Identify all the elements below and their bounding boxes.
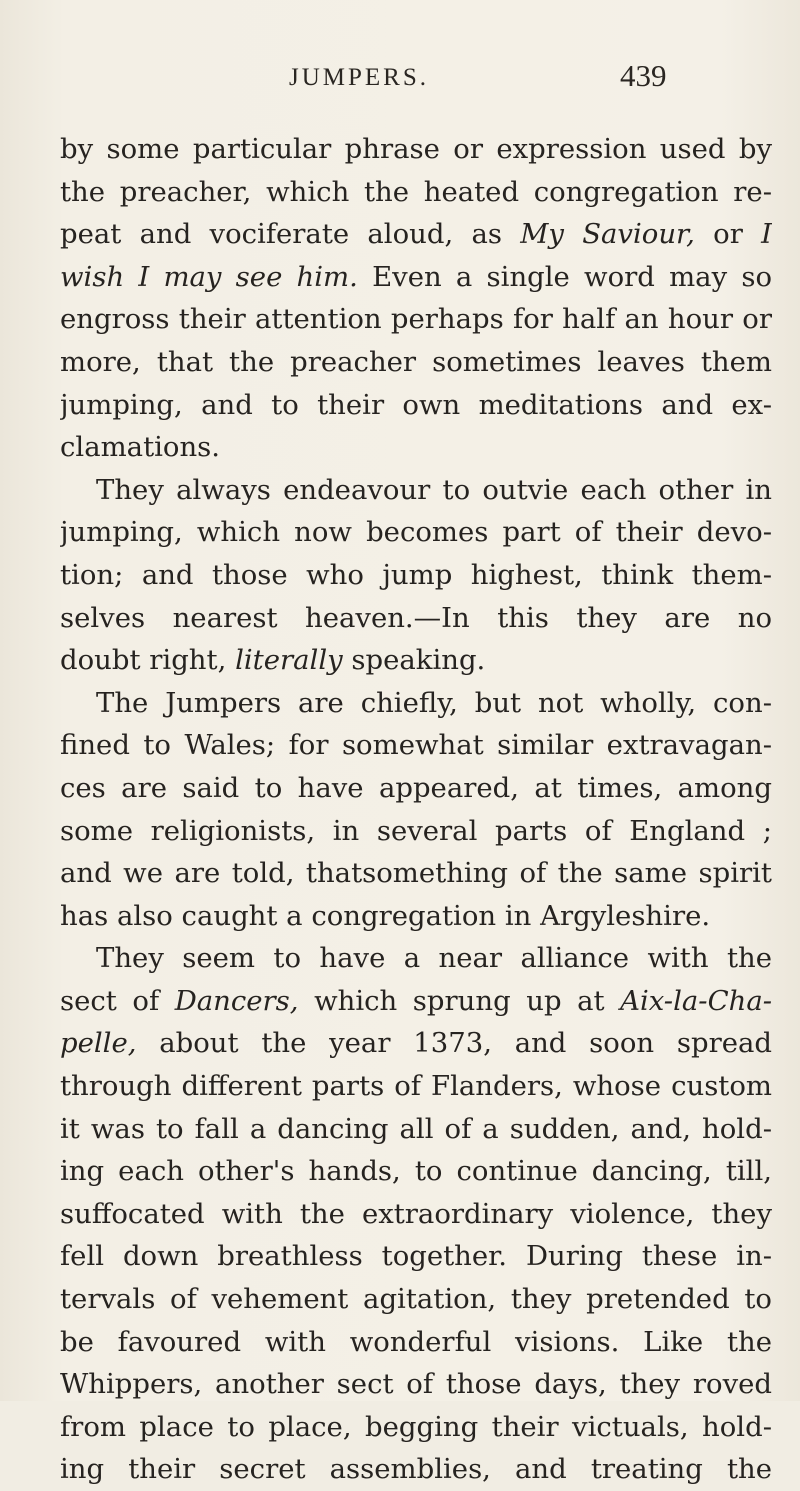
text-line: They always endeavour to outvie each other in bbox=[96, 473, 772, 506]
text-line: jumping, which now becomes part of their devo- bbox=[60, 516, 772, 549]
italic-text: Aix-la-Cha- bbox=[620, 984, 772, 1017]
text-line bbox=[60, 980, 772, 1023]
italic-text: wish I may see him. bbox=[60, 260, 358, 293]
text-line: by some particular phrase or expression used by bbox=[60, 133, 772, 165]
text-line: through different parts of Flanders, whose custom bbox=[60, 1070, 772, 1103]
text-segment: doubt right, bbox=[60, 644, 236, 677]
page-header bbox=[0, 58, 800, 98]
text-line: and we are told, thatsomething of the same spirit bbox=[60, 857, 772, 890]
text-line: suffocated with the extraordinary violence, they bbox=[60, 1197, 772, 1230]
text-line: fell down breathless together. During these in- bbox=[60, 1240, 772, 1273]
italic-text: pelle, bbox=[60, 1027, 137, 1060]
text-line bbox=[60, 213, 772, 256]
italic-text: I bbox=[761, 218, 772, 251]
text-line: the preacher, which the heated congregation re- bbox=[60, 175, 772, 208]
body-text bbox=[60, 128, 772, 1491]
italic-text: literally bbox=[235, 644, 343, 677]
text-line: tervals of vehement agitation, they pretended to bbox=[60, 1283, 772, 1316]
text-line: ing each other's hands, to continue dancing, till, bbox=[60, 1155, 772, 1188]
text-segment: about the year 1373, and soon spread bbox=[136, 1027, 772, 1060]
text-line: some religionists, in several parts of England ; bbox=[60, 814, 772, 847]
text-line bbox=[60, 256, 772, 299]
text-line: from place to place, begging their victuals, hold- bbox=[60, 1410, 772, 1443]
text-line: The Jumpers are chiefly, but not wholly, con- bbox=[96, 686, 772, 719]
text-segment: sect of bbox=[60, 984, 175, 1017]
text-line: has also caught a congregation in Argyleshire. bbox=[60, 899, 711, 932]
italic-text: Dancers, bbox=[174, 984, 299, 1017]
text-line: selves nearest heaven.—In this they are no bbox=[60, 601, 772, 634]
text-segment: or bbox=[694, 218, 762, 251]
text-line: it was to fall a dancing all of a sudden, and, hold- bbox=[60, 1112, 772, 1145]
text-line: They seem to have a near alliance with the bbox=[96, 942, 772, 975]
text-segment: speaking. bbox=[342, 644, 486, 677]
text-line: ing their secret assemblies, and treating the bbox=[60, 1453, 772, 1486]
text-line: be favoured with wonderful visions. Like the bbox=[60, 1325, 772, 1358]
text-line: fined to Wales; for somewhat similar extravagan- bbox=[60, 729, 772, 762]
page-number: 439 bbox=[620, 58, 667, 93]
text-segment: peat and vociferate aloud, as bbox=[60, 218, 521, 251]
italic-text: My Saviour, bbox=[520, 218, 695, 251]
text-line: ces are said to have appeared, at times, among bbox=[60, 771, 772, 804]
text-segment: which sprung up at bbox=[298, 984, 621, 1017]
text-line: more, that the preacher sometimes leaves them bbox=[60, 345, 772, 378]
text-line: clamations. bbox=[60, 431, 221, 464]
text-line: tion; and those who jump highest, think them- bbox=[60, 558, 772, 591]
text-line: engross their attention perhaps for half an hour or bbox=[60, 303, 772, 336]
text-line: jumping, and to their own meditations and ex- bbox=[60, 388, 772, 421]
text-line: Whippers, another sect of those days, they roved bbox=[60, 1368, 772, 1401]
text-line bbox=[60, 1022, 772, 1065]
running-head: JUMPERS. bbox=[289, 64, 430, 91]
text-segment: Even a single word may so bbox=[357, 260, 772, 293]
text-line bbox=[60, 639, 772, 682]
